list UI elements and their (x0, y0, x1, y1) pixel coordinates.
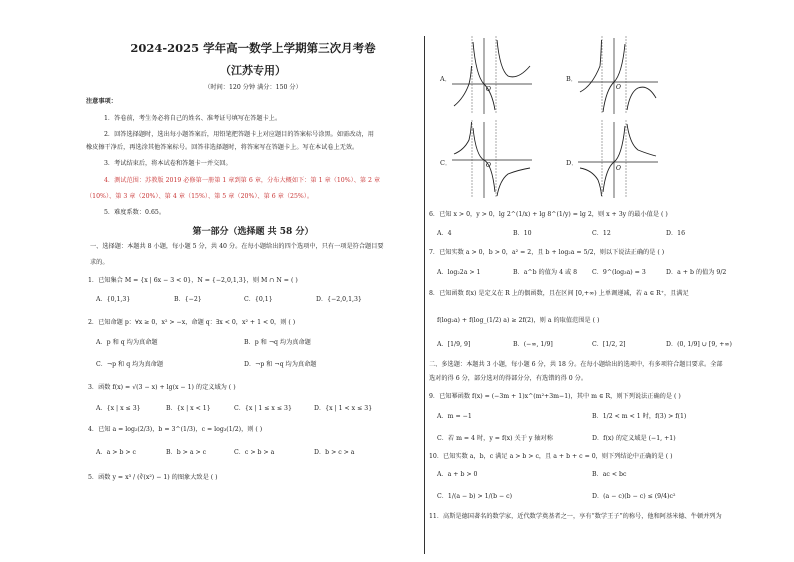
note-4b: （10%）、第 3 章（20%）、第 4 章（15%）、第 5 章（20%）、第 6 章（25%）。 (86, 193, 314, 200)
exam-meta: （时间：120 分钟 满分：150 分） (204, 84, 302, 91)
graph-label-b: B． (566, 75, 578, 83)
q10-stem: 10．已知实数 a，b，c 满足 a > b > c，且 a + b + c = 0，则下列结论中正确的是 ( ) (429, 453, 673, 460)
note-2a: 2．回答选择题时，选出每小题答案后，用铅笔把答题卡上对应题目的答案标号涂黑。如需改动，用 (104, 131, 374, 138)
graph-c-origin: O (486, 162, 491, 169)
q8-opt-d: D．(0, 1/9] ∪ [9, +∞) (666, 341, 732, 348)
q3-opt-b: B．{x | x < 1} (166, 405, 211, 412)
part1-intro-b: 求的。 (90, 259, 109, 266)
notes-heading: 注意事项： (86, 98, 117, 105)
q6-opt-b: B．10 (513, 230, 532, 237)
q4-opt-a: A．a > b > c (96, 449, 137, 456)
q1-opt-c: C．{0,1} (244, 296, 273, 303)
q8-opt-a: A．[1/9, 9] (437, 341, 471, 348)
q8-stem-a: 8．已知函数 f(x) 是定义在 R 上的偶函数，且在区间 [0,+∞) 上单调递减，若 a ∈ R⁺，且满足 (429, 290, 689, 297)
q3-stem: 3．函数 f(x) = √(3 − x) + lg(x − 1) 的定义域为 ( ) (88, 384, 236, 391)
graph-label-c: C． (440, 159, 452, 167)
exam-subtitle: （江苏专用） (220, 64, 286, 77)
graph-label-a: A． (440, 75, 452, 83)
q4-stem: 4．已知 a = log₂(2/3)，b = 3^(1/3)，c = log₃(1/2)，则 ( ) (88, 426, 263, 433)
note-1: 1．答卷前，考生务必将自己的姓名、准考证号填写在答题卡上。 (104, 115, 282, 122)
q2-stem: 2．已知命题 p：∀x ≥ 0，x² > −x，命题 q：∃x < 0，x² + 1 < 0，则 ( ) (88, 319, 296, 326)
note-4a: 4．测试范围：苏教版 2019 必修第一册第 1 章到第 6 章，分布大概如下：第 1 章（10%）、第 2 章 (104, 177, 381, 184)
part2-intro-b: 选对的得 6 分，部分选对的得部分分，有选错的得 0 分。 (429, 375, 588, 382)
exam-title: 2024-2025 学年高一数学上学期第三次月考卷 (130, 41, 376, 55)
q6-stem: 6．已知 x > 0，y > 0，lg 2^(1/x) + lg 8^(1/y) = lg 2，则 x + 3y 的最小值是 ( ) (429, 211, 668, 218)
q9-opt-d: D．f(x) 的定义域是 (−1, +1) (592, 435, 676, 442)
q3-opt-a: A．{x | x ≤ 3} (96, 405, 141, 412)
q4-opt-c: C．c > b > a (234, 449, 275, 456)
q2-opt-c: C．¬p 和 q 均为真命题 (96, 361, 164, 368)
graph-d-origin: O (616, 165, 621, 172)
q6-opt-c: C．12 (592, 230, 611, 237)
q7-opt-d: D．a + b 的值为 9/2 (666, 269, 727, 276)
graph-d (578, 120, 658, 198)
graph-label-d: D． (566, 159, 578, 167)
q7-opt-a: A．log₂2a > 1 (437, 269, 481, 276)
q8-stem-b: f(log₂a) + f(log_(1/2) a) ≥ 2f(2)，则 a 的取值范围是 ( ) (437, 317, 600, 324)
q1-opt-b: B．{−2} (174, 296, 202, 303)
q8-opt-c: C．[1/2, 2] (592, 341, 626, 348)
q6-opt-d: D．16 (666, 230, 686, 237)
q7-opt-b: B．a^b 的值为 4 或 8 (513, 269, 578, 276)
graph-b-origin: O (616, 84, 621, 91)
note-2b: 橡皮擦干净后，再选涂其他答案标号。回答非选择题时，将答案写在答题卡上。写在本试卷上无效。 (86, 144, 359, 151)
q11-stem: 11．高斯是德国著名的数学家，近代数学奠基者之一，享有“数学王子”的称号，他和阿基米德、牛顿并列为 (429, 513, 722, 520)
q2-opt-b: B．p 和 ¬q 均为真命题 (244, 339, 311, 346)
q1-opt-d: D．{−2,0,1,3} (316, 296, 362, 303)
q10-opt-c: C．1/(a − b) > 1/(b − c) (437, 493, 513, 500)
q3-opt-d: D．{x | 1 < x ≤ 3} (314, 405, 373, 412)
note-5: 5．难度系数：0.65。 (104, 209, 166, 216)
q4-opt-b: B．b > a > c (166, 449, 207, 456)
q5-stem: 5．函数 y = x³ / (∛(x²) − 1) 的图象大致是 ( ) (88, 474, 218, 481)
part1-intro-a: 一、选择题：本题共 8 小题，每小题 5 分，共 40 分。在每小题给出的四个选项中，只有一项是符合题目要 (90, 243, 384, 250)
graph-b (578, 36, 658, 114)
q10-opt-a: A．a + b > 0 (437, 471, 478, 478)
graph-a-origin: O (486, 86, 491, 93)
q2-opt-a: A．p 和 q 均为真命题 (96, 339, 158, 346)
note-3: 3．考试结束后，将本试卷和答题卡一并交回。 (104, 160, 232, 167)
q2-opt-d: D．¬p 和 ¬q 均为真命题 (244, 361, 317, 368)
q3-opt-c: C．{x | 1 ≤ x ≤ 3} (234, 405, 292, 412)
q10-opt-b: B．ac < bc (592, 471, 627, 478)
graph-a (452, 36, 532, 114)
part2-intro-a: 二、多选题：本题共 3 小题，每小题 6 分，共 18 分。在每小题给出的选项中，有多项符合题目要求。全部 (429, 361, 723, 368)
q1-stem: 1．已知集合 M = {x | 6x − 3 < 0}，N = {−2,0,1,3}，则 M ∩ N = ( ) (88, 277, 298, 284)
q9-stem: 9．已知幂函数 f(x) = (−3m + 1)x^(m²+3m−1)，其中 m ∈ R，则下列说法正确的是 ( ) (429, 393, 681, 400)
q9-opt-b: B．1/2 < m < 1 时，f(3) > f(1) (592, 413, 687, 420)
q1-opt-a: A．{0,1,3} (96, 296, 131, 303)
q7-stem: 7．已知实数 a > 0，b > 0，a² = 2，且 b + log₂a = 5/2，则以下说法正确的是 ( ) (429, 249, 665, 256)
q4-opt-d: D．b > c > a (314, 449, 355, 456)
column-divider (424, 36, 425, 554)
q9-opt-c: C．若 m = 4 时，y = f(x) 关于 y 轴对称 (437, 435, 553, 442)
part1-heading: 第一部分（选择题 共 58 分） (192, 227, 314, 237)
q6-opt-a: A．4 (437, 230, 452, 237)
q10-opt-d: D．(a − c)(b − c) ≤ (9/4)c² (592, 493, 676, 500)
q8-opt-b: B．(−∞, 1/9] (513, 341, 553, 348)
graph-c (452, 120, 532, 198)
q7-opt-c: C．9^(log₃a) = 3 (592, 269, 646, 276)
q9-opt-a: A．m = −1 (437, 413, 472, 420)
